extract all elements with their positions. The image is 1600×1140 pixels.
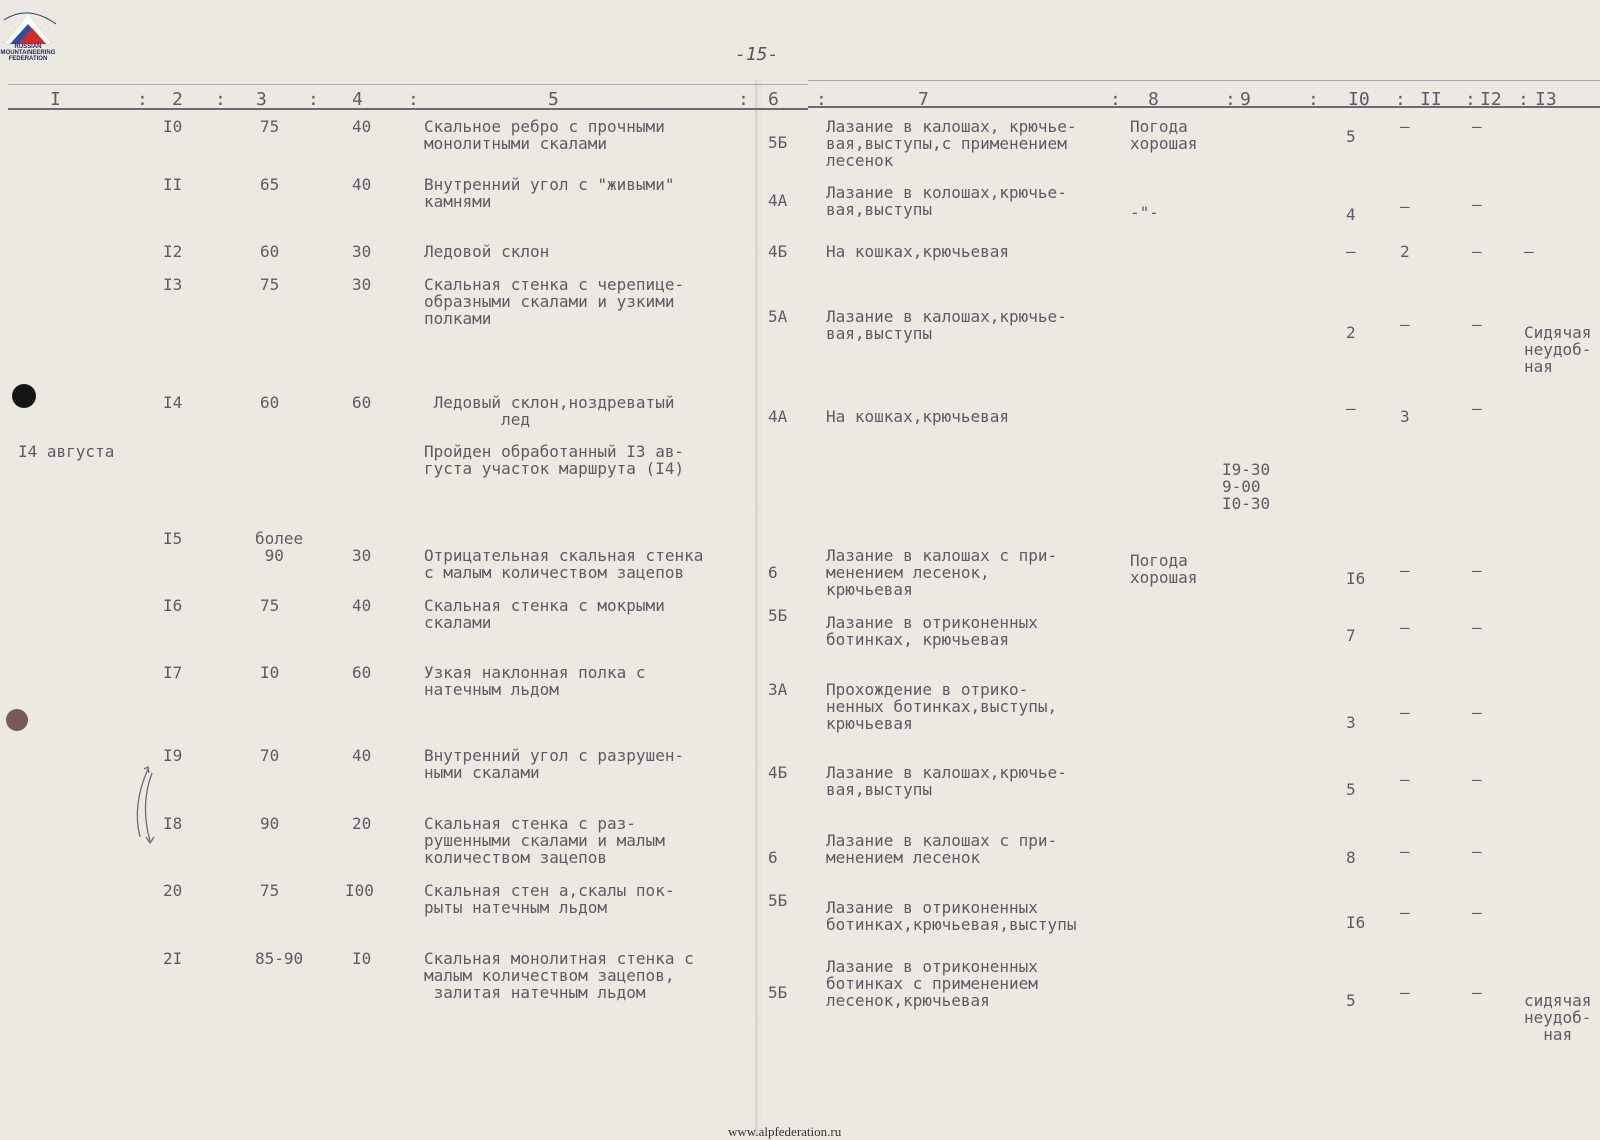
column-separator: : bbox=[1465, 89, 1476, 110]
difficulty-cell: 5Б bbox=[768, 983, 788, 1002]
section-number-cell: I5 bbox=[163, 529, 183, 548]
section-number-cell: 2I bbox=[163, 949, 183, 968]
column-header-II: II bbox=[1420, 89, 1442, 110]
column-header-3: 3 bbox=[256, 89, 267, 110]
terrain-description-cell: Скальное ребро с прочными монолитными скалами bbox=[424, 117, 665, 153]
angle-cell: 40 bbox=[352, 117, 372, 136]
length-cell: 75 bbox=[260, 117, 280, 136]
length-cell: 70 bbox=[260, 746, 280, 765]
difficulty-cell: 4А bbox=[768, 407, 788, 426]
bivouac-cell: – bbox=[1524, 242, 1534, 261]
length-cell: 65 bbox=[260, 175, 280, 194]
col-12-cell: — bbox=[1472, 618, 1482, 637]
page-number: -15- bbox=[735, 44, 779, 65]
col-10-cell: – bbox=[1346, 242, 1356, 261]
col-11-cell: — bbox=[1400, 842, 1410, 861]
column-header-9: 9 bbox=[1240, 89, 1251, 110]
column-header-8: 8 bbox=[1148, 89, 1159, 110]
col-10-cell: 8 bbox=[1346, 848, 1356, 867]
col-12-cell: — bbox=[1472, 315, 1482, 334]
bivouac-cell: Сидячая неудоб- ная bbox=[1524, 323, 1592, 376]
col-12-cell: — bbox=[1472, 561, 1482, 580]
section-number-cell: I0 bbox=[163, 117, 183, 136]
length-cell: 85-90 bbox=[255, 949, 304, 968]
technique-cell: Лазание в отриконенных ботинках, крючьевая bbox=[826, 613, 1038, 649]
col-11-cell: 3 bbox=[1400, 407, 1410, 426]
col-11-cell: — bbox=[1400, 703, 1410, 722]
column-separator: : bbox=[1308, 89, 1319, 110]
technique-cell: Лазание в калошах с при- менением лесенок, крючьевая bbox=[826, 546, 1058, 599]
col-10-cell: 4 bbox=[1346, 205, 1356, 224]
col-12-cell: – bbox=[1472, 242, 1482, 261]
difficulty-cell: 4Б bbox=[768, 763, 788, 782]
col-11-cell: — bbox=[1400, 117, 1410, 136]
section-number-cell: 20 bbox=[163, 881, 183, 900]
page-fold-shadow bbox=[757, 80, 763, 1136]
difficulty-cell: 4Б bbox=[768, 242, 788, 261]
header-top-rule-left bbox=[8, 84, 808, 85]
difficulty-cell: 6 bbox=[768, 848, 778, 867]
col-10-cell: 5 bbox=[1346, 127, 1356, 146]
column-separator: : bbox=[137, 89, 148, 110]
column-header-7: 7 bbox=[918, 89, 929, 110]
column-header-I0: I0 bbox=[1348, 89, 1370, 110]
angle-cell: 30 bbox=[352, 275, 372, 294]
terrain-description-cell: Внутренний угол с разрушен- ными скалами bbox=[424, 746, 685, 782]
terrain-description-cell: Отрицательная скальная стенка с малым количеством зацепов bbox=[424, 546, 704, 582]
terrain-description-cell: Скальная стенка с раз- рушенными скалами и малым количеством зацепов bbox=[424, 814, 665, 867]
col-10-cell: 2 bbox=[1346, 323, 1356, 342]
length-cell: I0 bbox=[260, 663, 280, 682]
col-11-cell: — bbox=[1400, 561, 1410, 580]
technique-cell: Лазание в колошах,крючье- вая,выступы bbox=[826, 183, 1067, 219]
angle-cell: 40 bbox=[352, 596, 372, 615]
col-10-cell: 5 bbox=[1346, 991, 1356, 1010]
angle-cell: 60 bbox=[352, 393, 372, 412]
col-11-cell: — bbox=[1400, 770, 1410, 789]
section-number-cell: I6 bbox=[163, 596, 183, 615]
technique-cell: На кошках,крючьевая bbox=[826, 407, 1010, 426]
technique-cell: Лазание в калошах,крючье- вая,выступы bbox=[826, 307, 1067, 343]
column-separator: : bbox=[738, 89, 749, 110]
col-12-cell: — bbox=[1472, 770, 1482, 789]
col-12-cell: — bbox=[1472, 703, 1482, 722]
difficulty-cell: 5Б bbox=[768, 606, 788, 625]
col-12-cell: – bbox=[1472, 195, 1482, 214]
section-number-cell: I3 bbox=[163, 275, 183, 294]
angle-cell: 30 bbox=[352, 546, 372, 565]
angle-cell: 30 bbox=[352, 242, 372, 261]
technique-cell: Лазание в калошах, крючье- вая,выступы,с применением лесенок bbox=[826, 117, 1077, 170]
angle-cell: 40 bbox=[352, 175, 372, 194]
length-cell: 75 bbox=[260, 596, 280, 615]
technique-cell: Прохождение в отрико- ненных ботинках,выступы, крючьевая bbox=[826, 680, 1058, 733]
column-separator: : bbox=[1518, 89, 1529, 110]
section-number-cell: I8 bbox=[163, 814, 183, 833]
col-10-cell: 7 bbox=[1346, 626, 1356, 645]
col-12-cell: — bbox=[1472, 117, 1482, 136]
technique-cell: На кошках,крючьевая bbox=[826, 242, 1010, 261]
angle-cell: 60 bbox=[352, 663, 372, 682]
section-number-cell: I2 bbox=[163, 242, 183, 261]
col-12-cell: — bbox=[1472, 399, 1482, 418]
punch-hole-bottom bbox=[6, 709, 28, 731]
column-header-I3: I3 bbox=[1535, 89, 1557, 110]
col-11-cell: — bbox=[1400, 983, 1410, 1002]
column-separator: : bbox=[1395, 89, 1406, 110]
column-separator: : bbox=[816, 89, 827, 110]
col-10-cell: I6 bbox=[1346, 569, 1366, 588]
weather-cell: -"- bbox=[1130, 203, 1159, 222]
column-separator: : bbox=[215, 89, 226, 110]
length-cell: 75 bbox=[260, 275, 280, 294]
column-separator: : bbox=[308, 89, 319, 110]
technique-cell: Лазание в калошах с при- менением лесенок bbox=[826, 831, 1058, 867]
angle-cell: 20 bbox=[352, 814, 372, 833]
footer-url: www.alpfederation.ru bbox=[728, 1124, 842, 1139]
header-top-rule-right bbox=[808, 80, 1600, 81]
col-10-cell: I6 bbox=[1346, 913, 1366, 932]
length-cell: более 90 bbox=[255, 529, 304, 565]
difficulty-cell: 5Б bbox=[768, 133, 788, 152]
length-cell: 75 bbox=[260, 881, 280, 900]
column-header-I2: I2 bbox=[1480, 89, 1502, 110]
date-cell: I4 августа bbox=[18, 442, 115, 461]
terrain-description-cell: Скальная стенка с мокрыми скалами bbox=[424, 596, 665, 632]
terrain-description-cell: Скальная монолитная стенка с малым количеством зацепов, залитая натечным льдом bbox=[424, 949, 694, 1002]
terrain-description-cell: Пройден обработанный I3 ав- густа участок маршрута (I4) bbox=[424, 442, 685, 478]
technique-cell: Лазание в калошах,крючье- вая,выступы bbox=[826, 763, 1067, 799]
col-10-cell: 3 bbox=[1346, 713, 1356, 732]
col-11-cell: — bbox=[1400, 315, 1410, 334]
column-header-4: 4 bbox=[352, 89, 363, 110]
bivouac-cell: сидячая неудоб- ная bbox=[1524, 991, 1592, 1044]
col-10-cell: 5 bbox=[1346, 780, 1356, 799]
col-12-cell: — bbox=[1472, 842, 1482, 861]
technique-cell: Лазание в отриконенных ботинках,крючьевая,выступы bbox=[826, 898, 1077, 934]
difficulty-cell: 3А bbox=[768, 680, 788, 699]
terrain-description-cell: Узкая наклонная полка с натечным льдом bbox=[424, 663, 646, 699]
column-header-2: 2 bbox=[172, 89, 183, 110]
angle-cell: I0 bbox=[352, 949, 372, 968]
column-separator: : bbox=[408, 89, 419, 110]
section-number-cell: II bbox=[163, 175, 183, 194]
column-separator: : bbox=[1110, 89, 1121, 110]
difficulty-cell: 4А bbox=[768, 191, 788, 210]
col-11-cell: 2 bbox=[1400, 242, 1410, 261]
angle-cell: 40 bbox=[352, 746, 372, 765]
section-number-cell: I4 bbox=[163, 393, 183, 412]
difficulty-cell: 5А bbox=[768, 307, 788, 326]
difficulty-cell: 5Б bbox=[768, 891, 788, 910]
col-11-cell: — bbox=[1400, 903, 1410, 922]
terrain-description-cell: Внутренний угол с "живыми" камнями bbox=[424, 175, 675, 211]
column-header-I: I bbox=[50, 89, 61, 110]
length-cell: 60 bbox=[260, 242, 280, 261]
weather-cell: Погода хорошая bbox=[1130, 551, 1198, 587]
terrain-description-cell: Скальная стен а,скалы пок- рыты натечным льдом bbox=[424, 881, 675, 917]
col-12-cell: — bbox=[1472, 903, 1482, 922]
column-header-6: 6 bbox=[768, 89, 779, 110]
col-10-cell: — bbox=[1346, 399, 1356, 418]
technique-cell: Лазание в отриконенных ботинках с применением лесенок,крючьевая bbox=[826, 957, 1038, 1010]
length-cell: 90 bbox=[260, 814, 280, 833]
col-12-cell: — bbox=[1472, 983, 1482, 1002]
punch-hole-top bbox=[12, 384, 36, 408]
angle-cell: I00 bbox=[345, 881, 374, 900]
length-cell: 60 bbox=[260, 393, 280, 412]
col-11-cell: — bbox=[1400, 618, 1410, 637]
difficulty-cell: 6 bbox=[768, 563, 778, 582]
column-separator: : bbox=[1225, 89, 1236, 110]
section-number-cell: I7 bbox=[163, 663, 183, 682]
col-11-cell: – bbox=[1400, 197, 1410, 216]
terrain-description-cell: Ледовой склон bbox=[424, 242, 550, 261]
section-number-cell: I9 bbox=[163, 746, 183, 765]
column-header-5: 5 bbox=[548, 89, 559, 110]
time-cell: I9-30 9-00 I0-30 bbox=[1222, 460, 1271, 513]
logo-caption: RUSSIAN MOUNTAINEERING FEDERATION bbox=[0, 44, 56, 62]
terrain-description-cell: Скальная стенка с черепице- образными скалами и узкими полками bbox=[424, 275, 685, 328]
weather-cell: Погода хорошая bbox=[1130, 117, 1198, 153]
terrain-description-cell: Ледовый склон,ноздреватый лед bbox=[433, 393, 675, 429]
swap-arrow-icon bbox=[130, 765, 160, 845]
